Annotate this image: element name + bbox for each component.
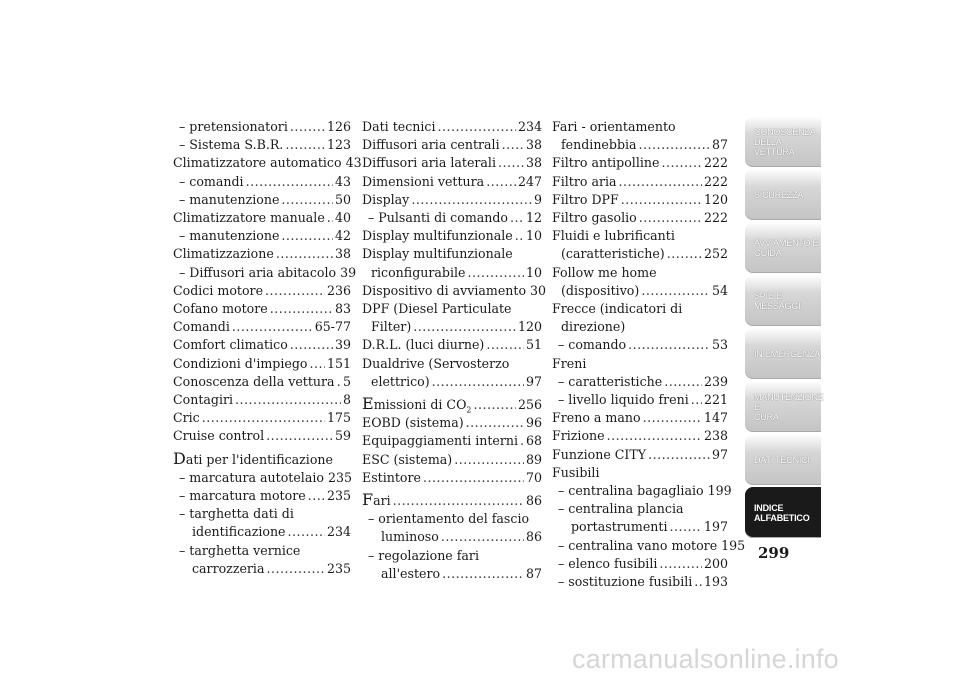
index-entry: Filtro gasolio ..... 222 [552, 209, 728, 227]
index-entry: Display multifunzionale ..... 10 [362, 227, 542, 245]
index-entry: D.R.L. (luci diurne) ..... 51 [362, 336, 542, 354]
index-entry: Freno a mano ..... 147 [552, 409, 728, 427]
index-entry: Climatizzatore manuale ..... 40 [173, 209, 351, 227]
index-letter-heading: Dati per l'identificazione [173, 448, 333, 468]
index-entry: Cofano motore ..... 83 [173, 300, 351, 318]
index-column-2 [362, 118, 547, 583]
tab-in-emergenza[interactable]: IN EMERGENZA [745, 328, 821, 379]
page-number: 299 [758, 544, 790, 562]
index-entry: – targhetta vernice carrozzeria ..... 235 [173, 542, 351, 578]
tab-spie-e-messaggi[interactable]: SPIE E MESSAGGI [745, 275, 821, 326]
index-column-3 [552, 118, 746, 591]
index-entry: – caratteristiche ..... 239 [552, 373, 728, 391]
index-entry: Fari - orientamento fendinebbia ..... 87 [552, 118, 728, 154]
index-entry: – Diffusori aria abitacolo 39 [179, 264, 357, 280]
index-entry: Climatizzatore automatico 43 [173, 155, 362, 171]
index-entry: – Pulsanti di comando ..... 12 [362, 209, 542, 227]
index-entry: – pretensionatori ..... 126 [173, 118, 351, 136]
index-entry: Funzione CITY ..... 97 [552, 446, 728, 464]
index-entry: Filtro antipolline ..... 222 [552, 154, 728, 172]
index-entry: – regolazione fari all'estero ..... 87 [362, 547, 542, 583]
index-entry: Display ..... 9 [362, 191, 542, 209]
index-entry: – orientamento del fascio luminoso ..... 86 [362, 510, 542, 546]
index-entry: – sostituzione fusibili ..... 193 [552, 573, 728, 591]
index-entry: Dualdrive (Servosterzo elettrico) ..... 97 [362, 355, 542, 391]
index-entry: Conoscenza della vettura ..... 5 [173, 373, 351, 391]
index-entry: ESC (sistema) ..... 89 [362, 451, 542, 469]
index-entry: Dimensioni vettura ..... 247 [362, 173, 542, 191]
index-entry: – manutenzione ..... 50 [173, 191, 351, 209]
index-entry: – comandi ..... 43 [173, 173, 351, 191]
index-entry: – elenco fusibili ..... 200 [552, 555, 728, 573]
index-entry: – manutenzione ..... 42 [173, 227, 351, 245]
index-entry: Climatizzazione ..... 38 [173, 245, 351, 263]
index-entry: Dati tecnici ..... 234 [362, 118, 542, 136]
index-entry: Comandi ..... 65-77 [173, 318, 351, 336]
index-entry: Diffusori aria centrali ..... 38 [362, 136, 542, 154]
index-entry: Dispositivo di avviamento 30 [362, 282, 547, 298]
index-letter-heading: Emissioni di $CO_2$ ..... 256 [362, 396, 542, 414]
tab-avviamento-e-guida[interactable]: AVVIAMENTO E GUIDA [745, 222, 821, 273]
index-entry: Display multifunzionale riconfigurabile ..... 10 [362, 245, 542, 281]
index-entry: Cruise control ..... 59 [173, 427, 351, 445]
index-entry: – Sistema S.B.R. ..... 123 [173, 136, 351, 154]
index-entry: Equipaggiamenti interni ..... 68 [362, 432, 542, 450]
index-entry: Freni [552, 355, 587, 371]
index-entry: Diffusori aria laterali ..... 38 [362, 154, 542, 172]
index-entry: Estintore ..... 70 [362, 469, 542, 487]
index-entry: Filtro aria ..... 222 [552, 173, 728, 191]
index-entry: Codici motore ..... 236 [173, 282, 351, 300]
index-entry: – marcatura autotelaio 235 [179, 469, 353, 485]
index-entry: Condizioni d'impiego ..... 151 [173, 355, 351, 373]
tab-sicurezza[interactable]: SICUREZZA [745, 169, 821, 220]
index-entry: – centralina vano motore 195 [558, 537, 746, 553]
tab-indice-alfabetico[interactable]: INDICE ALFABETICO [745, 487, 821, 538]
index-column-1 [173, 118, 362, 578]
index-entry: – comando ..... 53 [552, 336, 728, 354]
index-entry: Comfort climatico ..... 39 [173, 336, 351, 354]
index-entry: Contagiri ..... 8 [173, 391, 351, 409]
index-entry: Filtro DPF ..... 120 [552, 191, 728, 209]
index-letter-heading: Fari ..... 86 [362, 492, 542, 510]
index-entry: – marcatura motore ..... 235 [173, 487, 351, 505]
index-entry: Frecce (indicatori di direzione) [552, 301, 683, 335]
index-entry: Follow me home (dispositivo) ..... 54 [552, 264, 728, 300]
index-entry: Cric ..... 175 [173, 409, 351, 427]
index-entry: EOBD (sistema) ..... 96 [362, 414, 542, 432]
index-entry: – centralina plancia portastrumenti ..... 197 [552, 500, 728, 536]
tab-conoscenza-della-vettura[interactable]: CONOSCENZA DELLA VETTURA [745, 116, 821, 167]
index-entry: – targhetta dati di identificazione ..... 234 [173, 505, 351, 541]
watermark: carmanualsonline.info [572, 644, 839, 674]
index-entry: – livello liquido freni ..... 221 [552, 391, 728, 409]
index-entry: Frizione ..... 238 [552, 427, 728, 445]
index-entry: – centralina bagagliaio 199 [558, 483, 732, 499]
section-tabs [745, 116, 824, 540]
index-entry: DPF (Diesel Particulate Filter) ..... 120 [362, 300, 542, 336]
tab-manutenzione-e-cura[interactable]: MANUTENZIONE E CURA [745, 381, 821, 432]
tab-dati-tecnici[interactable]: DATI TECNICI [745, 434, 821, 485]
index-entry: Fusibili [552, 464, 600, 480]
index-entry: Fluidi e lubrificanti (caratteristiche) ..... 252 [552, 227, 728, 263]
